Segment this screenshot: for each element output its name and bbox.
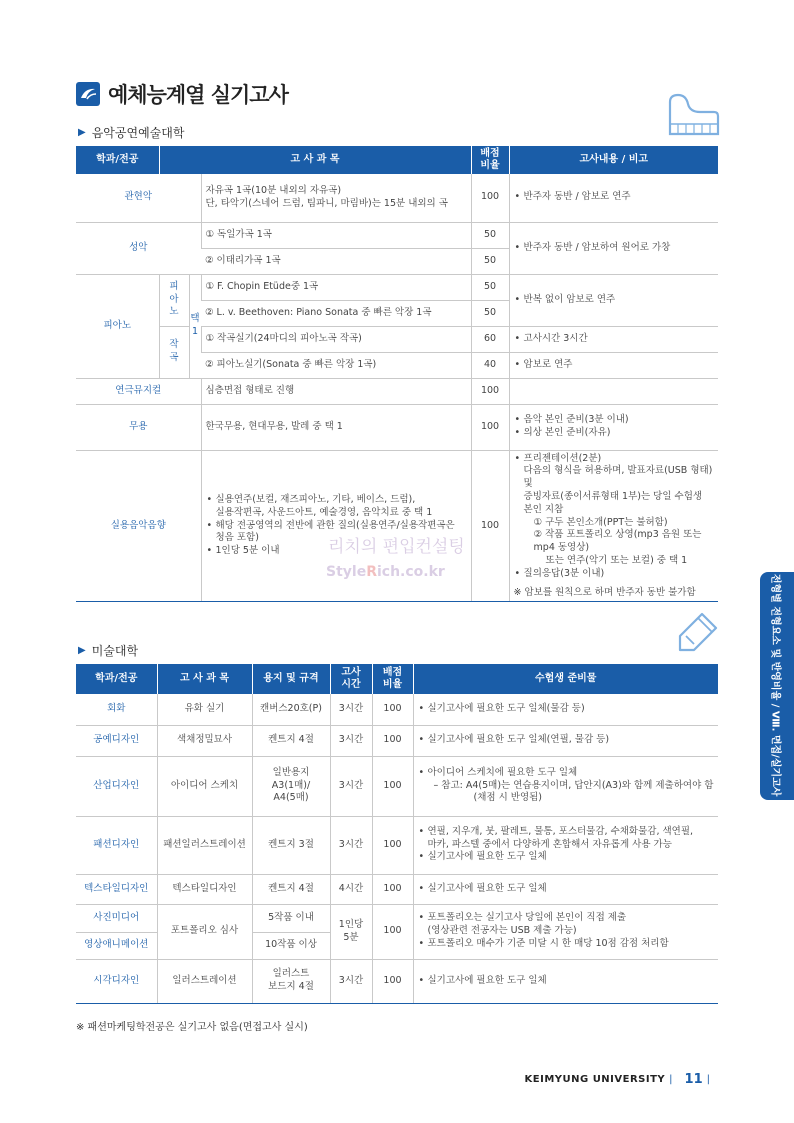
subject-cell: ② L. v. Beethoven: Piano Sonata 중 빠른 악장 1곡 [201, 300, 471, 326]
score-cell: 50 [471, 222, 509, 248]
score-cell: 100 [471, 450, 509, 602]
header-prep: 수험생 준비물 [413, 664, 718, 694]
subject-cell: 심층면접 형태로 진행 [201, 378, 471, 404]
table-row [76, 274, 718, 300]
score-cell: 60 [471, 326, 509, 352]
table-row [76, 174, 718, 222]
music-section-heading: ▶ 음악공연예술대학 [78, 126, 185, 140]
subject-cell: • 실용연주(보컬, 재즈피아노, 기타, 베이스, 드럼), 실용작편곡, 사운드아트, 예술경영, 음악치료 중 택 1 • 해당 전공영역의 전반에 관한 질의(실용연주/실용작편곡은 청음 포함) • 1인당 5분 이내 [201, 450, 471, 602]
dept-seongak: 성악 [76, 222, 201, 274]
dept-musical: 연극뮤지컬 [76, 378, 201, 404]
header-dept: 학과/전공 [76, 664, 157, 694]
table-row [76, 404, 718, 450]
header-dept: 학과/전공 [76, 146, 159, 174]
page-title: 예체능계열 실기고사 [108, 83, 288, 107]
note-cell [509, 378, 718, 404]
score-cell: 50 [471, 300, 509, 326]
note-cell: • 음악 본인 준비(3분 이내) • 의상 본인 준비(자유) [509, 404, 718, 450]
page-number: 11 [684, 1072, 703, 1087]
sub-piano: 피 아 노 [159, 274, 189, 326]
table-row: 시각디자인 일러스트레이션 일러스트 보드지 4절 3시간 100 • 실기고사에 필요한 도구 일체 [76, 959, 718, 1003]
table-row: 공예디자인 색채정밀묘사 켄트지 4절 3시간 100 • 실기고사에 필요한 도구 일체(연필, 물감 등) [76, 725, 718, 756]
choice-one: 택 1 [189, 274, 201, 378]
note-cell: • 암보로 연주 [509, 352, 718, 378]
table-row [76, 222, 718, 248]
table-row [76, 326, 718, 352]
paint-tube-icon [672, 608, 722, 658]
score-cell: 40 [471, 352, 509, 378]
table-row: 영상애니메이션 10작품 이상 [76, 932, 718, 959]
dept-dance: 무용 [76, 404, 201, 450]
dept-piano: 피아노 [76, 274, 159, 378]
triangle-bullet-icon: ▶ [78, 645, 86, 656]
watermark-url: StyleRich.co.kr [326, 564, 445, 580]
subject-cell: 한국무용, 현대무용, 발레 중 택 1 [201, 404, 471, 450]
score-cell: 50 [471, 248, 509, 274]
subject-cell: ② 피아노실기(Sonata 중 빠른 악장 1곡) [201, 352, 471, 378]
header-note: 고사내용 / 비고 [509, 146, 718, 174]
university-logo-icon [76, 82, 100, 106]
note-cell: • 고사시간 3시간 [509, 326, 718, 352]
subject-cell: ① 작곡실기(24마디의 피아노곡 작곡) [201, 326, 471, 352]
piano-icon [666, 92, 722, 138]
table-row: 회화 유화 실기 캔버스20호(P) 3시간 100 • 실기고사에 필요한 도구 일체(물감 등) [76, 694, 718, 725]
table-row: 사진미디어 포트폴리오 심사 5작품 이내 1인당 5분 100 • 포트폴리오는 실기고사 당일에 본인이 직접 제출 (영상관련 전공자는 USB 제출 가능) • 포트폴리오 매수가 기준 미달 시 한 매당 10점 감점 처리함 [76, 904, 718, 932]
art-section-heading: ▶ 미술대학 [78, 644, 139, 658]
score-cell: 100 [471, 378, 509, 404]
dept-gwanhyeon: 관현악 [76, 174, 201, 222]
header-subject: 고 사 과 목 [157, 664, 252, 694]
watermark-text: 리치의 편입컨설팅 [328, 537, 465, 557]
subject-cell: ① F. Chopin Etüde중 1곡 [201, 274, 471, 300]
art-exam-table [76, 664, 718, 1004]
note-cell: • 반주자 동반 / 암보로 연주 [509, 174, 718, 222]
note-cell: • 프리젠테이션(2분) 다음의 형식을 허용하며, 발표자료(USB 형태) 및 증빙자료(종이서류형태 1부)는 당일 수험생 본인 지참 ① 구두 본인소개(PPT는 불허함) ② 작품 포트폴리오 상영(mp3 음원 또는 mp4 동영상) 또는 연주(악기 또는 보컬) 중 택 1 • 질의응답(3분 이내) ※ 암보를 원칙으로 하며 반주자 동반 불가함 [509, 450, 718, 602]
footnote: ※ 패션마케팅학전공은 실기고사 없음(면접고사 실시) [76, 1022, 308, 1033]
note-cell: • 반복 없이 암보로 연주 [509, 274, 718, 326]
subject-cell: 자유곡 1곡(10분 내외의 자유곡) 단, 타악기(스네어 드럼, 팀파니, 마림바)는 15분 내외의 곡 [201, 174, 471, 222]
footer-university: KEIMYUNG UNIVERSITY [524, 1074, 666, 1085]
score-cell: 50 [471, 274, 509, 300]
header-ratio: 배점 비율 [372, 664, 413, 694]
note-cell: • 반주자 동반 / 암보하여 원어로 가창 [509, 222, 718, 274]
triangle-bullet-icon: ▶ [78, 127, 86, 138]
page-title-block [76, 80, 288, 108]
header-time: 고사 시간 [330, 664, 372, 694]
subject-cell: ② 이태리가곡 1곡 [201, 248, 471, 274]
table-row: 패션디자인 패션일러스트레이션 켄트지 3절 3시간 100 • 연필, 지우개, 붓, 팔레트, 물통, 포스터물감, 수채화물감, 색연필, 마카, 파스텔 중에서 다양하게 혼합해서 자유롭게 사용 가능 • 실기고사에 필요한 도구 일체 [76, 816, 718, 874]
page-footer: KEIMYUNG UNIVERSITY | 11 | [524, 1072, 710, 1087]
table-row: 텍스타일디자인 텍스타일디자인 켄트지 4절 4시간 100 • 실기고사에 필요한 도구 일체 [76, 874, 718, 904]
chapter-side-tab-label: Ⅶ. 전형별 전형요소 및 반영비율 / Ⅷ. 면접/실기고사 안내 [769, 552, 781, 820]
subject-cell: ① 독일가곡 1곡 [201, 222, 471, 248]
score-cell: 100 [471, 404, 509, 450]
table-row [76, 378, 718, 404]
dept-practical-music: 실용음악음향 [76, 450, 201, 602]
header-paper: 용지 및 규격 [252, 664, 330, 694]
sub-composition: 작 곡 [159, 326, 189, 378]
header-ratio: 배점 비율 [471, 146, 509, 174]
header-subject: 고 사 과 목 [159, 146, 471, 174]
table-row: 산업디자인 아이디어 스케치 일반용지 A3(1매)/ A4(5매) 3시간 100 • 아이디어 스케치에 필요한 도구 일체 – 참고: A4(5매)는 연습용지이며, 답안지(A3)와 함께 제출하여야 함 (채점 시 반영됨) [76, 756, 718, 816]
score-cell: 100 [471, 174, 509, 222]
